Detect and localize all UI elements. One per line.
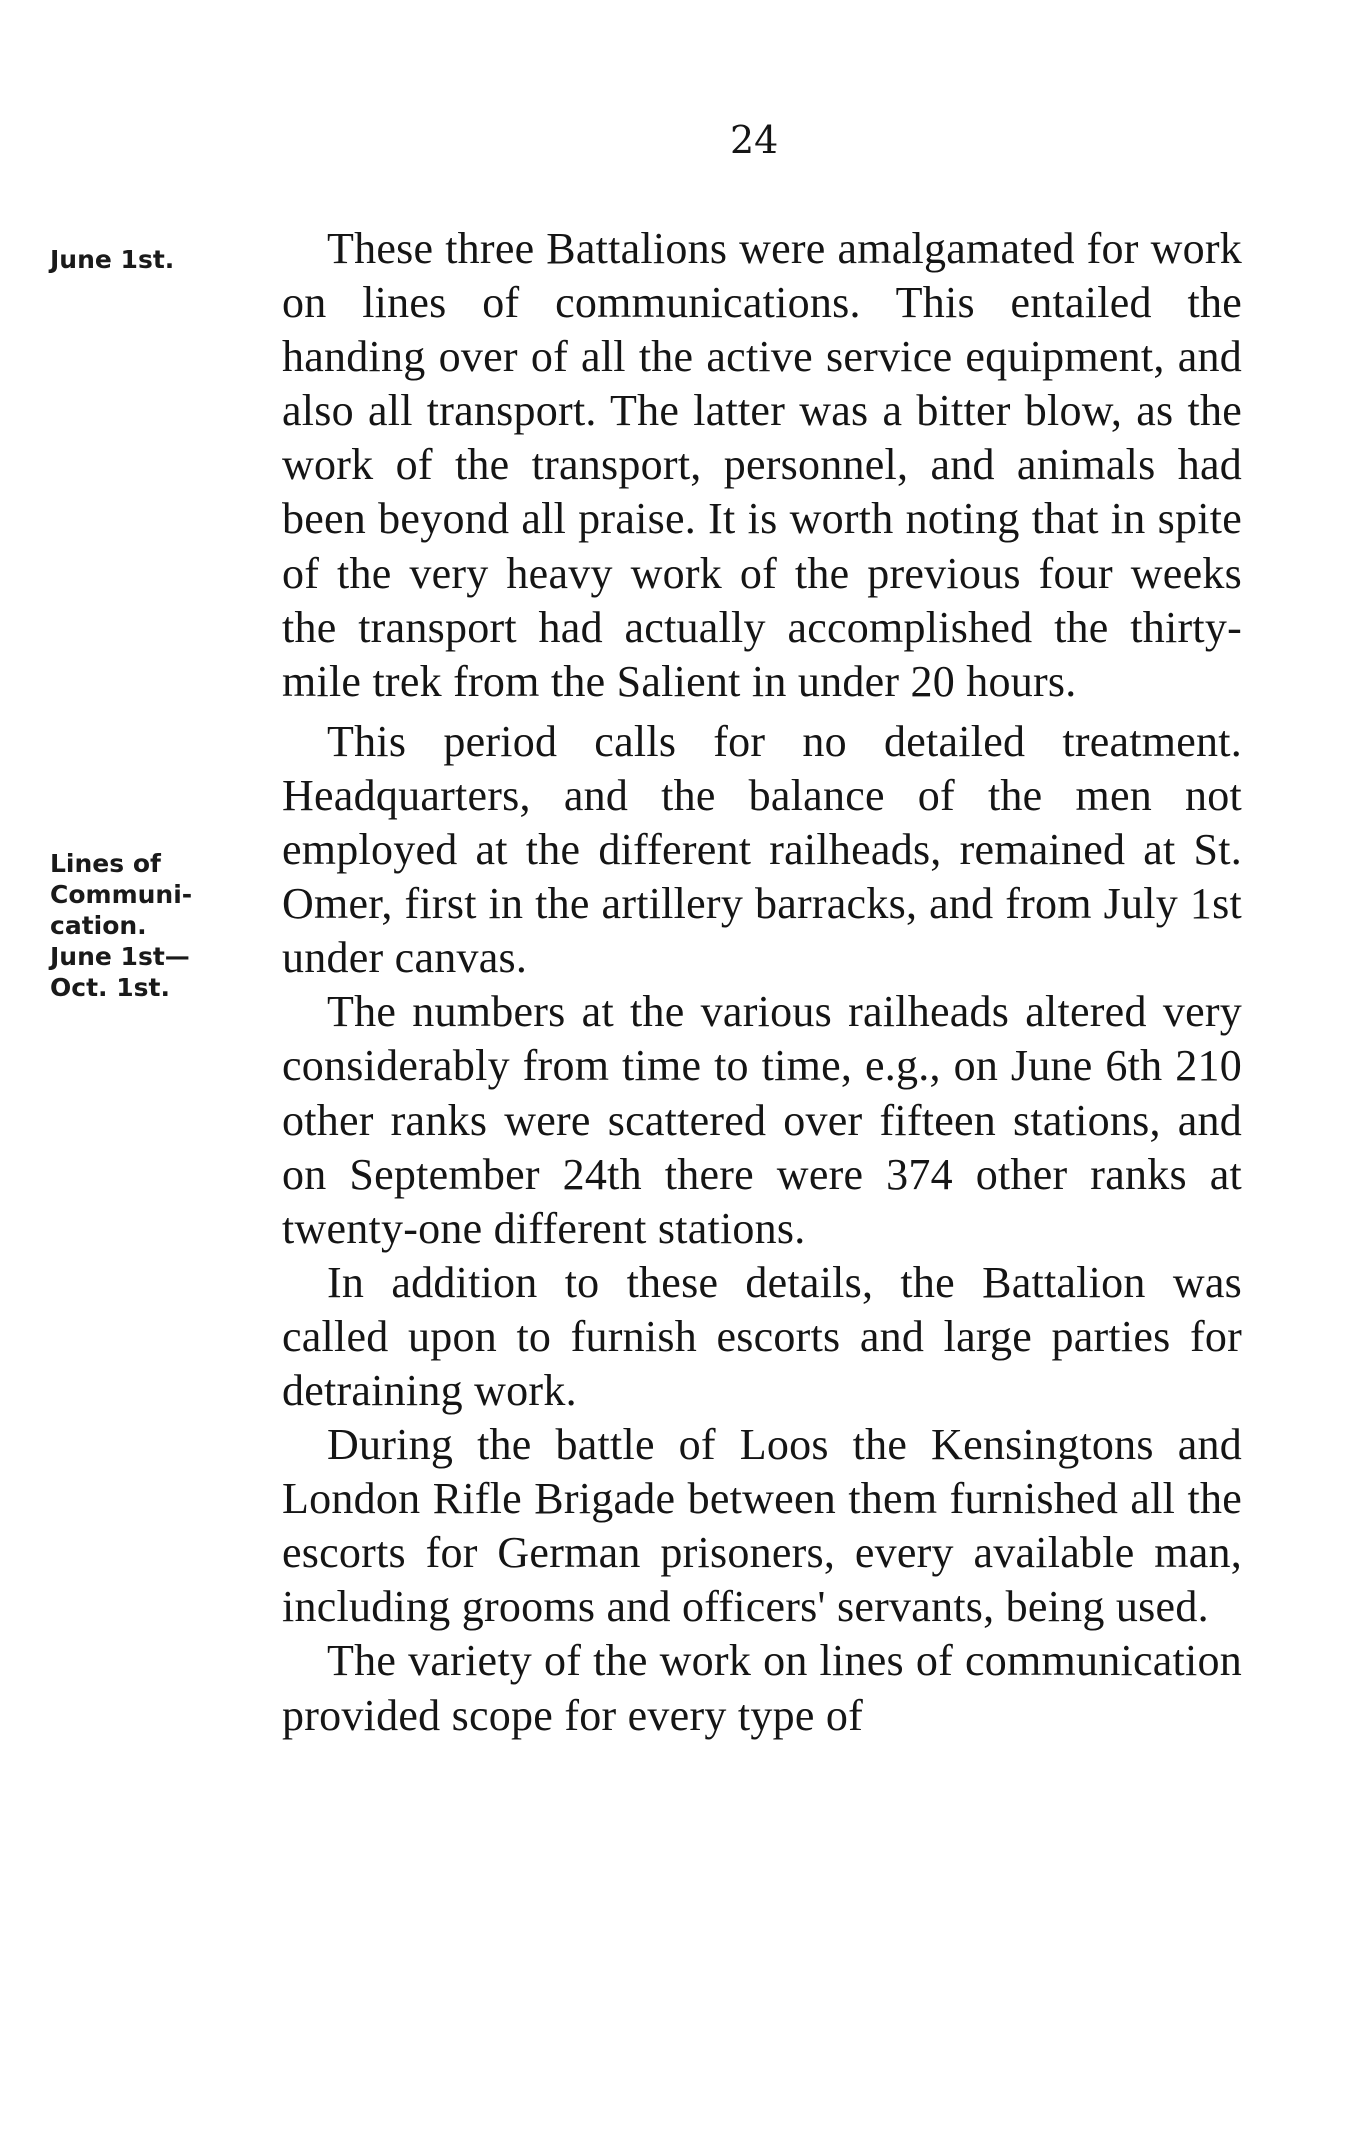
margin-note-line: cation. bbox=[50, 911, 147, 940]
paragraph-amalgamation: These three Battalions were amalgamated for work on lines of communications. This entailed the handing over of all the active service equipment, and also all transport. The latter was a bitter blow, as the work of the transport, personnel, and animals had been beyond all praise. It is worth noting that in spite of the very heavy work of the previous four weeks the transport had actually accomplished the thirty-mile trek from the Salient in under 20 hours. bbox=[282, 224, 1242, 706]
margin-note-line: June 1st— bbox=[50, 942, 190, 971]
margin-note-line: Communi- bbox=[50, 880, 193, 909]
margin-note-lines-of-communication bbox=[50, 848, 280, 1003]
margin-note-line: Lines of bbox=[50, 849, 161, 878]
page-number: 24 bbox=[730, 118, 779, 162]
paragraph-escorts: In addition to these details, the Battalion was called upon to furnish escorts and large parties for detraining work. bbox=[282, 1257, 1242, 1415]
margin-note-line: June 1st. bbox=[50, 245, 175, 274]
paragraph-railhead-numbers: The numbers at the various railheads altered very considerably from time to time, e.g., on June 6th 210 other ranks were scattered over fifteen stations, and on September 24th there were 374 other ranks at twenty-one different stations. bbox=[282, 987, 1242, 1253]
paragraph-battle-of-loos: During the battle of Loos the Kensingtons and London Rifle Brigade between them furnished all the escorts for German prisoners, every available man, including grooms and officers' servants, being used. bbox=[282, 1420, 1242, 1632]
margin-note-june-1st bbox=[50, 244, 280, 275]
paragraph-period: This period calls for no detailed treatment. Headquarters, and the balance of the men not employed at the different railheads, remained at St. Omer, first in the artillery barracks, and from July 1st under canvas. bbox=[282, 716, 1242, 983]
body-text bbox=[282, 222, 1242, 1743]
margin-note-line: Oct. 1st. bbox=[50, 973, 170, 1002]
paragraph-variety-of-work: The variety of the work on lines of communication provided scope for every type of bbox=[282, 1636, 1242, 1740]
